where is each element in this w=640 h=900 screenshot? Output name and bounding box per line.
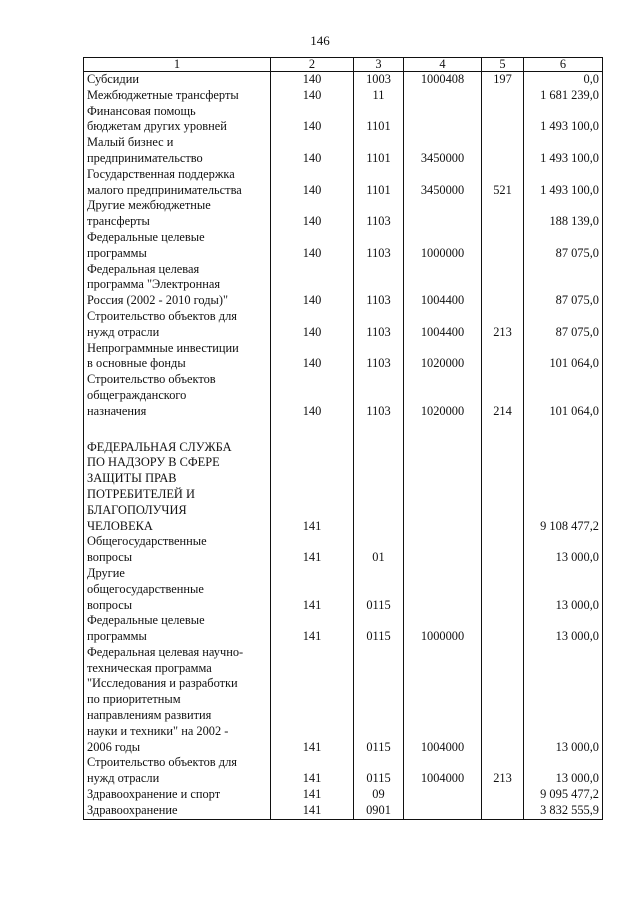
budget-table — [83, 57, 603, 820]
table-row — [84, 645, 603, 756]
table-row — [84, 341, 603, 373]
ministry-code: 141 — [271, 534, 354, 566]
section-code: 1103 — [354, 309, 404, 341]
section-code: 11 — [354, 88, 404, 104]
row-name: Строительство объектов для нужд отрасли — [84, 755, 271, 787]
target-article-code: 1020000 — [404, 341, 482, 373]
target-article-code: 1004000 — [404, 645, 482, 756]
expense-type-code — [482, 787, 524, 803]
amount: 9 095 477,2 — [524, 787, 603, 803]
amount: 1 493 100,0 — [524, 135, 603, 167]
expense-type-code: 213 — [482, 309, 524, 341]
section-code: 1103 — [354, 230, 404, 262]
expense-type-code — [482, 341, 524, 373]
amount: 13 000,0 — [524, 613, 603, 645]
spacer-cell — [354, 420, 404, 440]
ministry-code: 141 — [271, 566, 354, 613]
spacer-cell — [271, 420, 354, 440]
expense-type-code — [482, 262, 524, 309]
row-name: Строительство объектов общегражданского назначения — [84, 372, 271, 419]
expense-type-code — [482, 135, 524, 167]
ministry-code: 140 — [271, 309, 354, 341]
expense-type-code: 214 — [482, 372, 524, 419]
expense-type-code — [482, 645, 524, 756]
row-name: Здравоохранение и спорт — [84, 787, 271, 803]
table-row — [84, 230, 603, 262]
table-row — [84, 803, 603, 819]
target-article-code: 1020000 — [404, 372, 482, 419]
ministry-code: 140 — [271, 167, 354, 199]
table-row — [84, 534, 603, 566]
section-code: 1103 — [354, 341, 404, 373]
table-row — [84, 566, 603, 613]
table-row — [84, 613, 603, 645]
row-name: Другие межбюджетные трансферты — [84, 198, 271, 230]
spacer-cell — [404, 420, 482, 440]
section-code: 1101 — [354, 135, 404, 167]
ministry-code: 140 — [271, 372, 354, 419]
section-code: 1101 — [354, 167, 404, 199]
ministry-code: 140 — [271, 104, 354, 136]
expense-type-code — [482, 613, 524, 645]
table-row — [84, 440, 603, 535]
table-row — [84, 104, 603, 136]
row-name: ФЕДЕРАЛЬНАЯ СЛУЖБА ПО НАДЗОРУ В СФЕРЕ ЗАЩИТЫ ПРАВ ПОТРЕБИТЕЛЕЙ И БЛАГОПОЛУЧИЯ ЧЕЛОВЕКА — [84, 440, 271, 535]
table-row — [84, 88, 603, 104]
target-article-code — [404, 440, 482, 535]
ministry-code: 140 — [271, 72, 354, 88]
ministry-code: 141 — [271, 440, 354, 535]
table-row — [84, 167, 603, 199]
table-row — [84, 135, 603, 167]
amount: 13 000,0 — [524, 534, 603, 566]
column-header: 1 — [84, 58, 271, 72]
target-article-code — [404, 803, 482, 819]
target-article-code: 1004000 — [404, 755, 482, 787]
ministry-code: 140 — [271, 198, 354, 230]
target-article-code: 1000000 — [404, 613, 482, 645]
section-code: 0115 — [354, 645, 404, 756]
ministry-code: 141 — [271, 755, 354, 787]
target-article-code — [404, 787, 482, 803]
section-code: 1003 — [354, 72, 404, 88]
table-body — [84, 72, 603, 820]
amount: 188 139,0 — [524, 198, 603, 230]
table-row — [84, 309, 603, 341]
section-code: 1101 — [354, 104, 404, 136]
row-name: Общегосударственные вопросы — [84, 534, 271, 566]
expense-type-code — [482, 104, 524, 136]
row-name: Государственная поддержка малого предпринимательства — [84, 167, 271, 199]
row-name: Федеральная целевая программа "Электронная Россия (2002 - 2010 годы)" — [84, 262, 271, 309]
section-code: 1103 — [354, 262, 404, 309]
header-row — [84, 58, 603, 72]
target-article-code: 1000000 — [404, 230, 482, 262]
expense-type-code — [482, 198, 524, 230]
ministry-code: 141 — [271, 787, 354, 803]
ministry-code: 140 — [271, 135, 354, 167]
expense-type-code: 197 — [482, 72, 524, 88]
target-article-code: 3450000 — [404, 167, 482, 199]
section-code: 09 — [354, 787, 404, 803]
row-name: Межбюджетные трансферты — [84, 88, 271, 104]
column-header: 4 — [404, 58, 482, 72]
amount: 101 064,0 — [524, 341, 603, 373]
section-code: 1103 — [354, 198, 404, 230]
spacer-cell — [482, 420, 524, 440]
amount: 1 493 100,0 — [524, 104, 603, 136]
column-header: 3 — [354, 58, 404, 72]
target-article-code — [404, 88, 482, 104]
expense-type-code — [482, 803, 524, 819]
amount: 101 064,0 — [524, 372, 603, 419]
target-article-code: 1000408 — [404, 72, 482, 88]
target-article-code — [404, 534, 482, 566]
table-row — [84, 787, 603, 803]
expense-type-code — [482, 534, 524, 566]
amount: 87 075,0 — [524, 262, 603, 309]
row-name: Строительство объектов для нужд отрасли — [84, 309, 271, 341]
row-name: Малый бизнес и предпринимательство — [84, 135, 271, 167]
amount: 1 681 239,0 — [524, 88, 603, 104]
row-name: Непрограммные инвестиции в основные фонды — [84, 341, 271, 373]
amount: 9 108 477,2 — [524, 440, 603, 535]
ministry-code: 140 — [271, 262, 354, 309]
row-name: Федеральная целевая научно- техническая программа "Исследования и разработки по приоритетным направлениям развития науки и техники" на 2002 - 2006 годы — [84, 645, 271, 756]
section-code: 01 — [354, 534, 404, 566]
section-code: 0901 — [354, 803, 404, 819]
amount: 87 075,0 — [524, 309, 603, 341]
column-header: 5 — [482, 58, 524, 72]
expense-type-code — [482, 230, 524, 262]
spacer-row — [84, 420, 603, 440]
section-code — [354, 440, 404, 535]
ministry-code: 140 — [271, 230, 354, 262]
expense-type-code — [482, 566, 524, 613]
ministry-code: 141 — [271, 803, 354, 819]
expense-type-code: 213 — [482, 755, 524, 787]
row-name: Федеральные целевые программы — [84, 613, 271, 645]
table-row — [84, 755, 603, 787]
section-code: 0115 — [354, 613, 404, 645]
target-article-code — [404, 104, 482, 136]
ministry-code: 140 — [271, 88, 354, 104]
column-header: 2 — [271, 58, 354, 72]
target-article-code — [404, 198, 482, 230]
amount: 0,0 — [524, 72, 603, 88]
expense-type-code — [482, 88, 524, 104]
target-article-code: 1004400 — [404, 309, 482, 341]
spacer-cell — [84, 420, 271, 440]
amount: 3 832 555,9 — [524, 803, 603, 819]
row-name: Субсидии — [84, 72, 271, 88]
amount: 13 000,0 — [524, 566, 603, 613]
section-code: 1103 — [354, 372, 404, 419]
column-header: 6 — [524, 58, 603, 72]
amount: 13 000,0 — [524, 645, 603, 756]
table-row — [84, 72, 603, 88]
section-code: 0115 — [354, 566, 404, 613]
target-article-code: 3450000 — [404, 135, 482, 167]
ministry-code: 141 — [271, 645, 354, 756]
target-article-code: 1004400 — [404, 262, 482, 309]
page-number: 146 — [310, 33, 330, 48]
target-article-code — [404, 566, 482, 613]
ministry-code: 141 — [271, 613, 354, 645]
amount: 13 000,0 — [524, 755, 603, 787]
table-row — [84, 198, 603, 230]
expense-type-code — [482, 440, 524, 535]
row-name: Федеральные целевые программы — [84, 230, 271, 262]
expense-type-code: 521 — [482, 167, 524, 199]
spacer-cell — [524, 420, 603, 440]
section-code: 0115 — [354, 755, 404, 787]
amount: 1 493 100,0 — [524, 167, 603, 199]
row-name: Финансовая помощь бюджетам других уровней — [84, 104, 271, 136]
ministry-code: 140 — [271, 341, 354, 373]
row-name: Другие общегосударственные вопросы — [84, 566, 271, 613]
table-row — [84, 262, 603, 309]
row-name: Здравоохранение — [84, 803, 271, 819]
table-row — [84, 372, 603, 419]
amount: 87 075,0 — [524, 230, 603, 262]
